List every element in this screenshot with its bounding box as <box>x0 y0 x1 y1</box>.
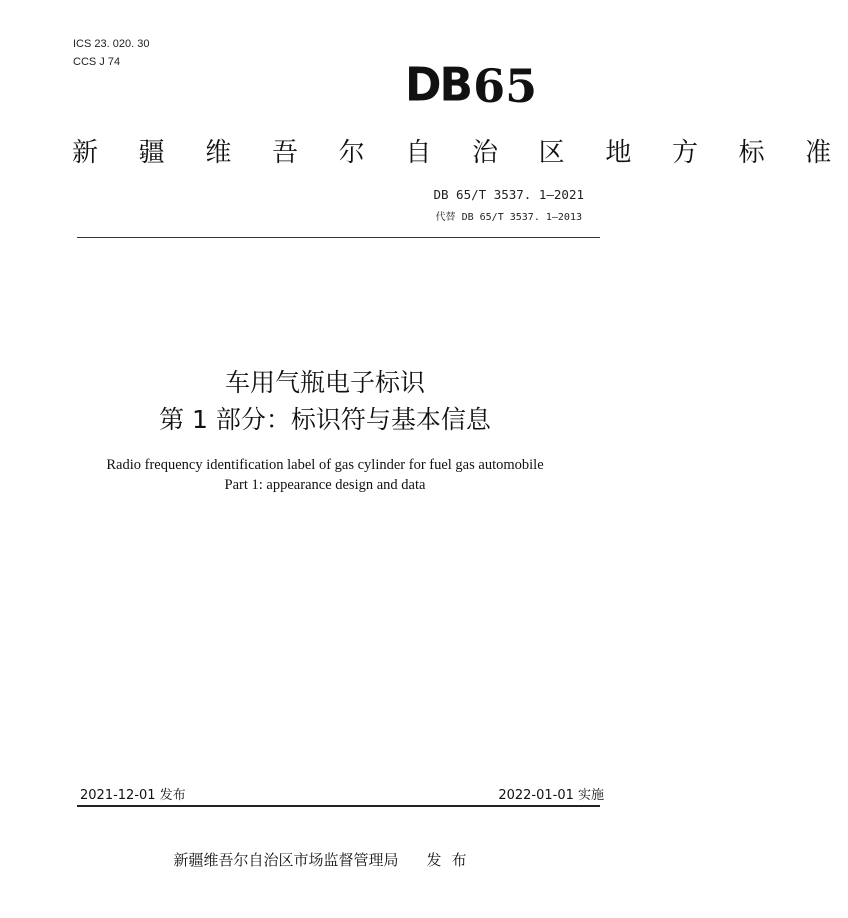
ccs-code: CCS J 74 <box>73 56 121 68</box>
standard-type-heading: 新 疆 维 吾 尔 自 治 区 地 方 标 准 <box>72 138 848 168</box>
issue-date: 2021-12-01 发布 <box>80 788 186 803</box>
title-cn-line2: 第 1 部分：标识符与基本信息 <box>159 405 491 434</box>
db65-logo <box>405 58 538 113</box>
logo-number: 65 <box>473 59 538 113</box>
title-cn-line1: 车用气瓶电子标识 <box>224 368 425 397</box>
logo-db-letters: DB <box>405 58 472 113</box>
replaces-standard: 代替 DB 65/T 3537. 1—2013 <box>435 212 582 223</box>
issuer-action: 发布 <box>426 851 477 869</box>
top-divider <box>77 237 600 238</box>
bottom-divider <box>77 805 600 807</box>
ics-code: ICS 23. 020. 30 <box>73 38 150 50</box>
title-en-line2: Part 1: appearance design and data <box>224 477 426 493</box>
issuer-name: 新疆维吾尔自治区市场监督管理局 <box>173 851 399 869</box>
implementation-date: 2022-01-01 实施 <box>498 788 604 803</box>
standard-number: DB 65/T 3537. 1—2021 <box>433 187 584 202</box>
issuer-line <box>0 849 650 870</box>
title-en-line1: Radio frequency identification label of gas cylinder for fuel gas automobile <box>106 457 544 473</box>
